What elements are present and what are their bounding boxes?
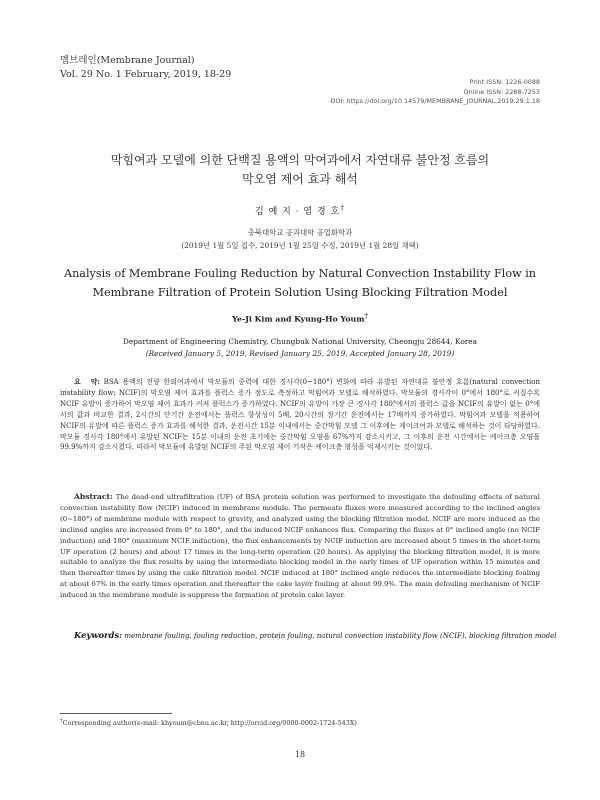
- print-issn: Print ISSN: 1226-0088: [469, 78, 540, 86]
- doi-link[interactable]: DOI: https://doi.org/10.14579/MEMBRANE_JOURNAL.2019.29.1.18: [330, 97, 540, 105]
- korean-authors: [60, 203, 540, 217]
- korean-title-line1: 막힘여과 모델에 의한 단백질 용액의 막여과에서 자연대류 불안정 흐름의: [110, 153, 490, 167]
- english-dates: (Received January 5, 2019, Revised January 25, 2019, Accepted January 28, 2019): [145, 348, 455, 358]
- keywords: [60, 630, 600, 642]
- journal-name: 멤브레인(Membrane Journal): [60, 55, 195, 66]
- english-abstract-text: The dead-end ultrafiltration (UF) of BSA protein solution was performed to investigate the defouling effects of natural convection instability flow (NCIF) induced in membrane module. The permeate fluxes were measured according to the inclined angles (0~180°) of membrane module with respect to gravity, and analyzed using the blocking filtration model. NCIF are more induced as the inclined angles are increased from 0° to 180°, and the induced NCIF enhances flux. Comparing the fluxes at 0° inclined angle (no NCIF induction) and 180° (maximum NCIF induction), the flux enhancements by NCIF induction are increased about 5 times in the short-term UF operation (2 hours) and about 17 times in the long-term operation (20 hours). As applying the blocking filtration model, it is more suitable to analyze the flux results by using the intermediate blocking model in the early times of UF operation within 15 minutes and then thereafter times by using the cake filtration model. NCIF induced at 180° inclined angle reduces the intermediate blocking fouling at about 67% in the early times operation and thereafter the cake layer fouling at about 99.9%. The main defouling mechanism of NCIF induced in the membrane module is suppress the formation of protein cake layer.: [60, 493, 540, 600]
- korean-dates: (2019년 1월 5일 접수, 2019년 1월 25일 수정, 2019년 1월 28일 채택): [181, 241, 419, 250]
- korean-author-names: 김 예 지 · 염 경 호: [255, 207, 341, 217]
- english-title-line1: Analysis of Membrane Fouling Reduction by Natural Convection Instability Flow in: [64, 267, 536, 280]
- korean-affiliation: 충북대학교 공과대학 공업화학과: [247, 228, 353, 237]
- english-abstract-label: Abstract:: [74, 492, 113, 501]
- korean-author-mark: †: [340, 203, 345, 212]
- english-authors: [60, 312, 540, 324]
- footnote-mark: †: [60, 718, 63, 724]
- keywords-label: Keywords:: [74, 630, 123, 640]
- page-number: 18: [294, 750, 306, 759]
- korean-abstract: [60, 377, 540, 453]
- english-affiliation: Department of Engineering Chemistry, Chungbuk National University, Cheongju 28644, Korea: [122, 337, 478, 346]
- journal-issue: Vol. 29 No. 1 February, 2019, 18-29: [60, 69, 232, 80]
- korean-abstract-text: BSA 용액의 전량 한외여과에서 막모듈의 중력에 대한 경사각(0~180°) 변화에 따라 유발된 자연대류 불안정 흐름(natural convection instability flow; NCIF)의 막오염 제어 효과를 플럭스 증가 정도로 측정하고 막힘여과 모델로 해석하였다. 막모듈의 경사각이 0°에서 180°로 커질수록 NCIF 유발이 증가하여 막오염 제어 효과가 커져 플럭스가 증가하였다. NCIF의 유발이 가장 큰 경사각 180°에서의 플럭스 값을 NCIF의 유발이 없는 0°에서의 값과 비교한 결과, 2시간의 단기간 운전에서는 플럭스 향상성이 5배, 20시간의 장기간 운전에서는 17배까지 증가하였다. 막힘여과 모델을 적용하여 NCIF의 유발에 따른 플럭스 증가 효과를 해석한 결과, 운전시간 15분 이내에서는 중간막힘 모델 그 이후에는 케이크여과 모델로 해석하는 것이 타당하였다. 막모듈 경사각 180°에서 유발된 NCIF는 15분 이내의 운전 초기에는 중간막힘 오염을 67%까지 감소시키고, 그 이후의 운전 시간에서는 케이크층 오염을 99.9%까지 감소시켰다. 따라서 막모듈에 유발된 NCIF의 주된 막오염 제어 기작은 케이크층 형성을 억제시키는 것이었다.: [60, 378, 541, 452]
- footnote-text: Corresponding author(e-mail: khyoum@cbnu.ac.kr, http://orcid.org/0000-0002-1724-543X): [62, 719, 357, 728]
- footnote: [60, 718, 357, 727]
- english-title-line2: Membrane Filtration of Protein Solution Using Blocking Filtration Model: [92, 286, 508, 299]
- english-title: [60, 264, 540, 302]
- korean-abstract-label: 요 약:: [74, 377, 100, 386]
- korean-title: [60, 151, 540, 189]
- english-author-mark: †: [364, 312, 368, 320]
- korean-title-line2: 막오염 제어 효과 해석: [242, 172, 358, 186]
- online-issn: Online ISSN: 2288-7253: [463, 87, 540, 96]
- english-affiliation-block: [60, 336, 540, 359]
- english-author-names: Ye-Ji Kim and Kyung-Ho Youm: [232, 314, 365, 324]
- keywords-text: membrane fouling, fouling reduction, protein fouling, natural convection instability flow (NCIF), blocking filtration model: [124, 632, 557, 640]
- issn-block: [331, 78, 540, 107]
- journal-header: [60, 54, 231, 82]
- english-abstract: [60, 492, 540, 601]
- korean-affiliation-block: [60, 226, 540, 252]
- footnote-divider: [60, 713, 172, 714]
